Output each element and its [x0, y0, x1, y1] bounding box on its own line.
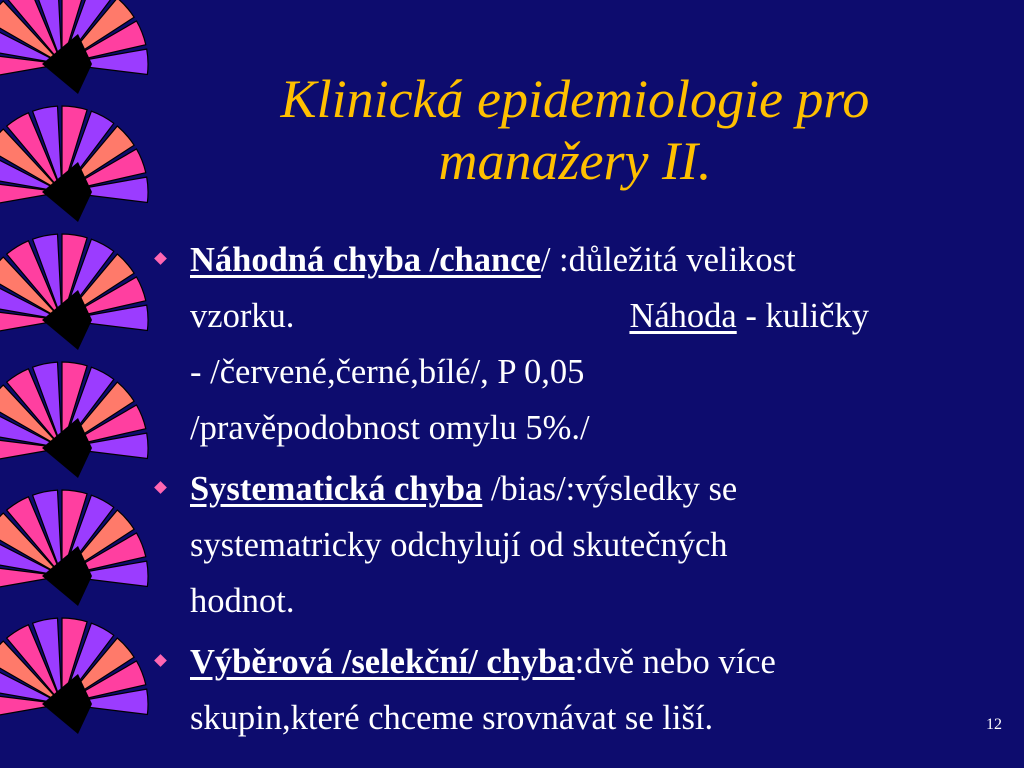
fan-icon [0, 618, 148, 734]
slide-number: 12 [986, 716, 1002, 733]
slide-title-line-2: manažery II. [438, 131, 712, 191]
slide-title [195, 68, 955, 192]
fan-icon [0, 0, 148, 94]
fan-icon [0, 362, 148, 478]
bullet-text: skupin,které chceme srovnávat se liší. [190, 699, 714, 737]
bullet-text: /bias/:výsledky se [482, 470, 738, 508]
fan-icon [0, 490, 148, 606]
term-systematic-error: Systematická chyba [190, 470, 483, 508]
underlined-word-nahoda: Náhoda [629, 297, 737, 335]
bullet-text: vzorku. [190, 297, 295, 335]
fan-icon [0, 234, 148, 350]
bullet-text: :dvě nebo více [574, 643, 776, 681]
bullet-text: systematricky odchylují od skutečných [190, 526, 728, 564]
bullet-text: / :důležitá velikost [540, 241, 796, 279]
bullet-text: - kuličky [736, 297, 869, 335]
fan-icon [0, 106, 148, 222]
term-selection-error: Výběrová /selekční/ chyba [190, 643, 575, 681]
bullet-selection-error [150, 634, 1010, 746]
bullet-text: - /červené,černé,bílé/, P 0,05 [190, 353, 585, 391]
decorative-fan-border [0, 0, 150, 768]
diamond-bullet-icon [154, 654, 167, 667]
bullet-list [150, 232, 1010, 751]
bullet-text: hodnot. [190, 582, 295, 620]
bullet-systematic-error [150, 461, 1010, 629]
term-random-error: Náhodná chyba /chance [190, 241, 541, 279]
slide-title-line-1: Klinická epidemiologie pro [280, 69, 870, 129]
bullet-random-error [150, 232, 1010, 456]
diamond-bullet-icon [154, 481, 167, 494]
bullet-text: /pravěpodobnost omylu 5%./ [190, 409, 590, 447]
diamond-bullet-icon [154, 252, 167, 265]
